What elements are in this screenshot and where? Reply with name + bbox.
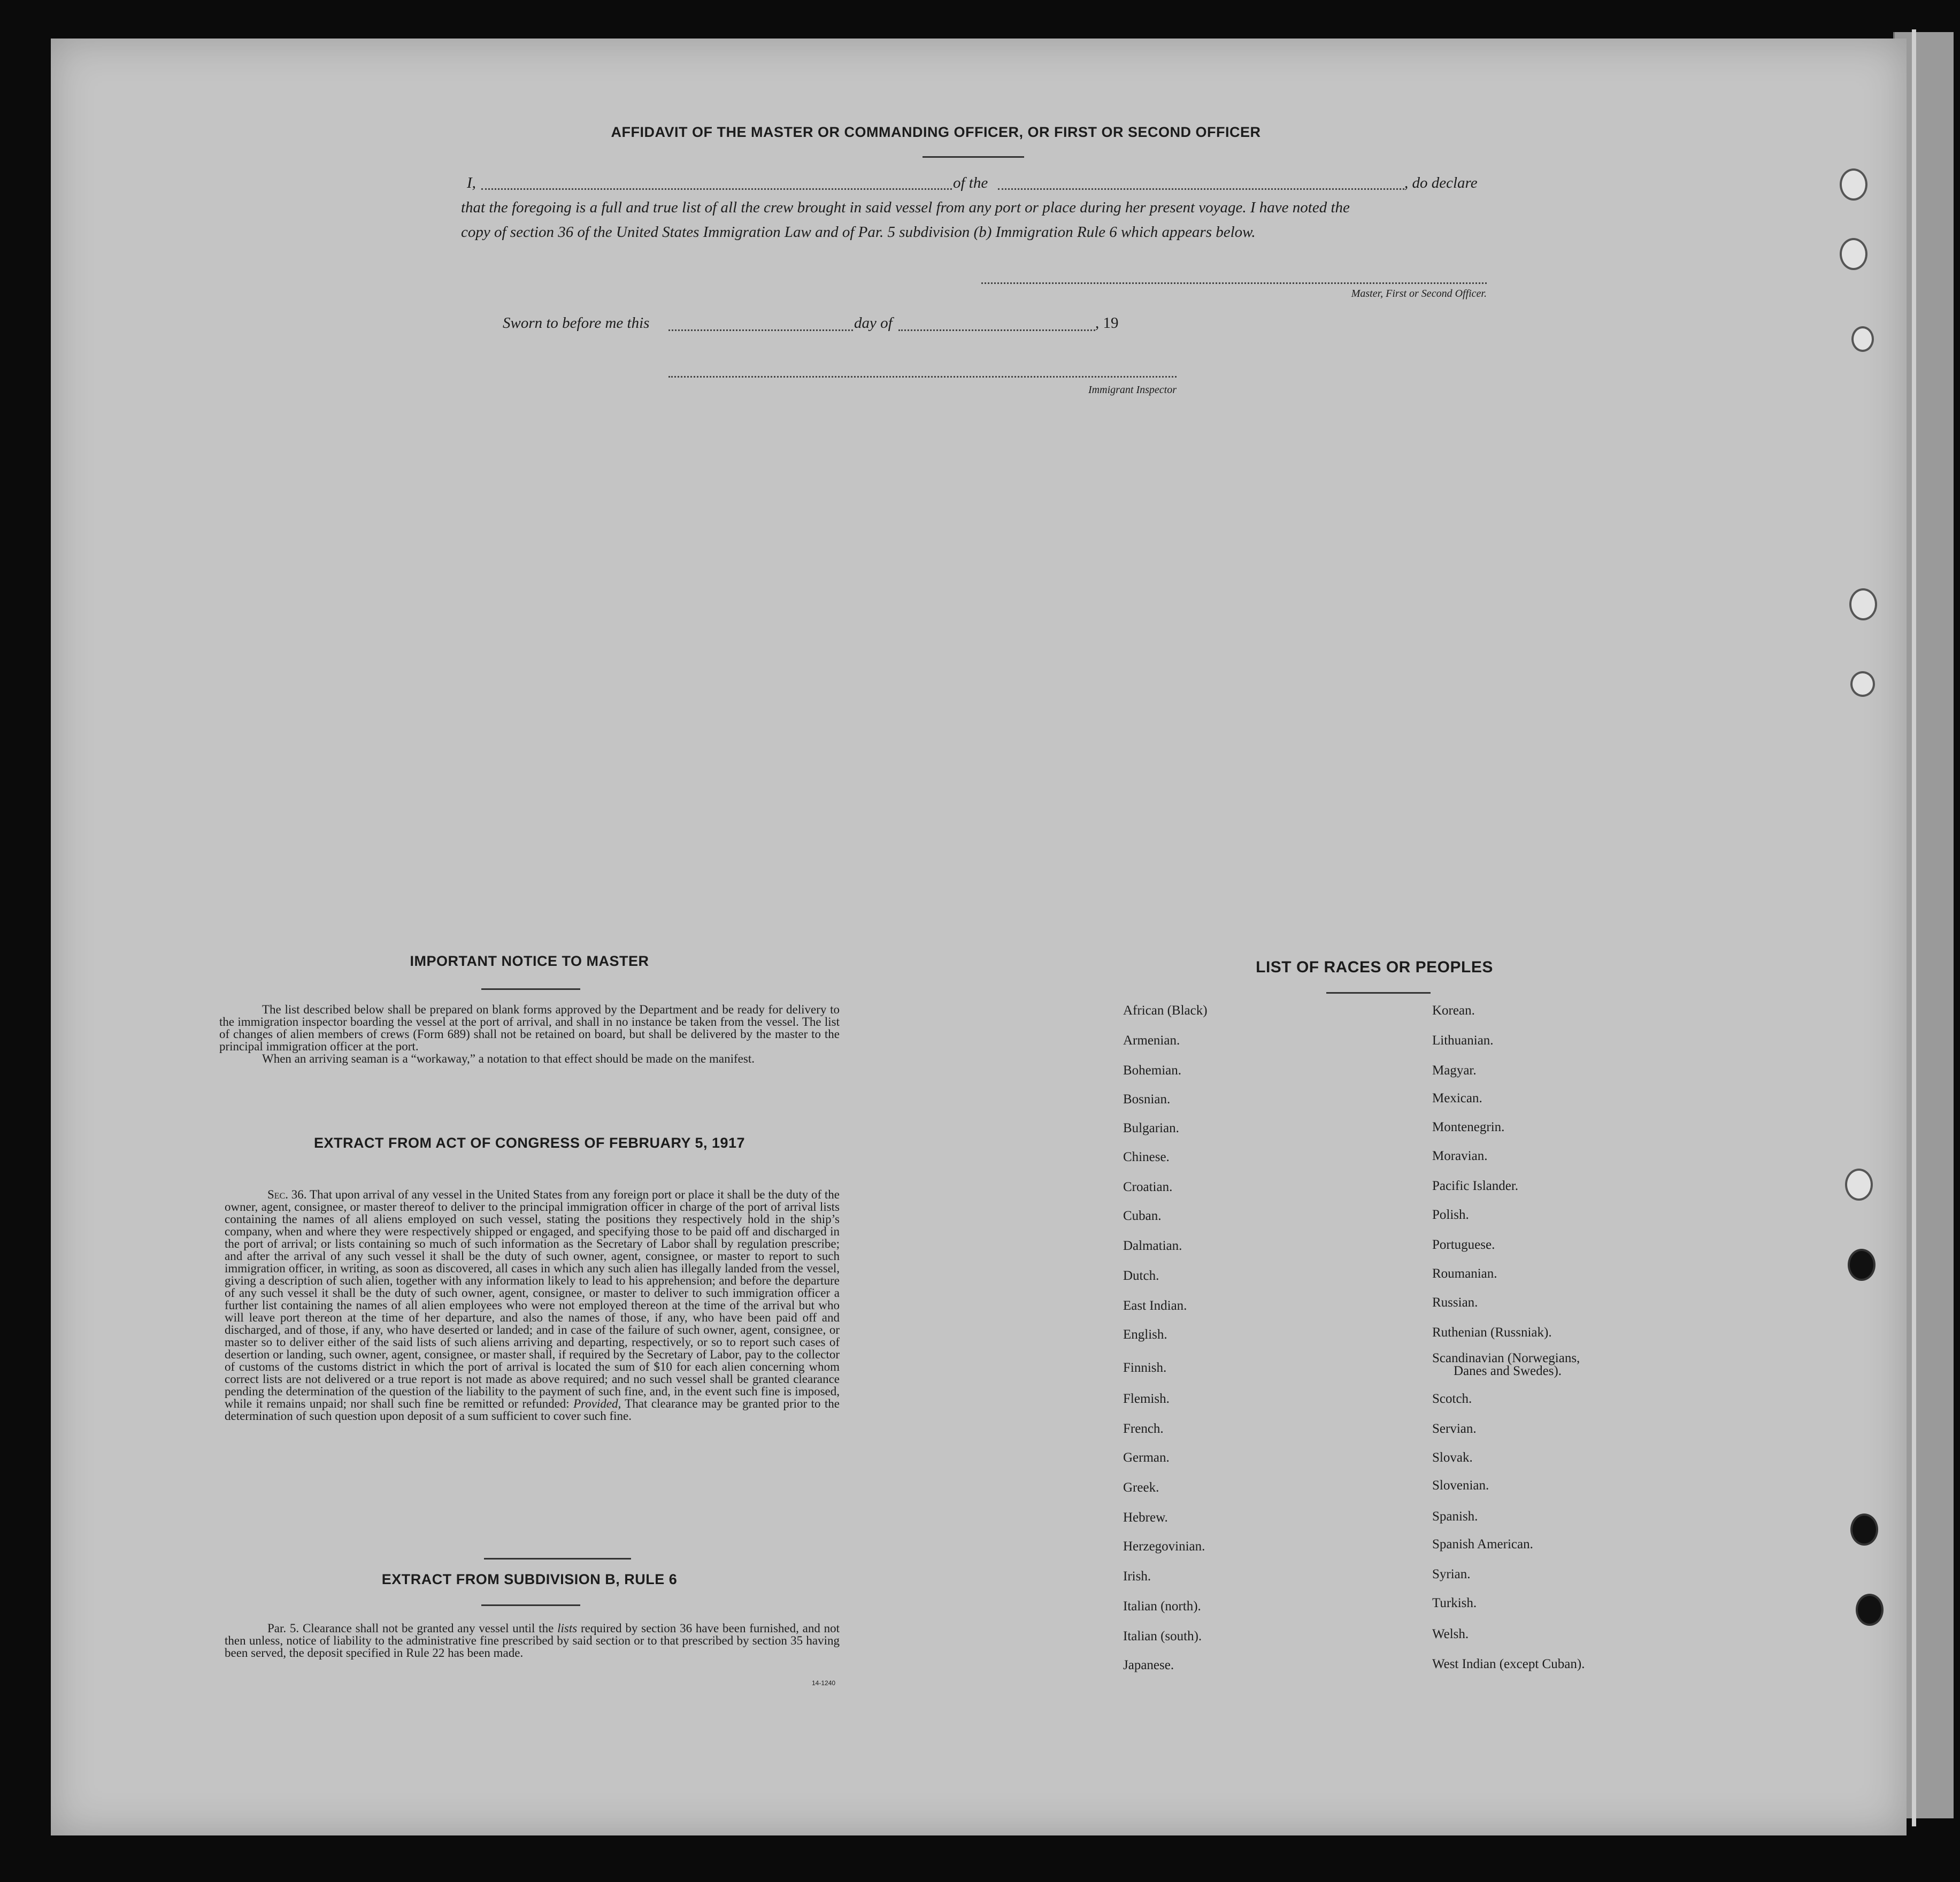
race-item: Scandinavian (Norwegians, bbox=[1432, 1351, 1580, 1365]
rule-text-a: Par. 5. Clearance shall not be granted any vessel until the bbox=[267, 1622, 554, 1635]
race-item: Turkish. bbox=[1432, 1596, 1477, 1610]
race-item: Slovak. bbox=[1432, 1450, 1473, 1465]
affidavit-line-3: copy of section 36 of the United States Immigration Law and of Par. 5 subdivision (b) Immigration Rule 6 which appears below. bbox=[461, 224, 1256, 241]
race-item: Dutch. bbox=[1123, 1269, 1159, 1283]
punch-hole bbox=[1850, 671, 1875, 697]
notice-rule bbox=[481, 988, 580, 990]
race-item: Bohemian. bbox=[1123, 1063, 1182, 1078]
race-item: German. bbox=[1123, 1450, 1170, 1465]
punch-hole bbox=[1856, 1594, 1884, 1626]
section-text: That upon arrival of any vessel in the United States from any foreign port or place it shall be the duty of the owner, agent, consignee, or master thereof to deliver to the principal immigration officer in charge of the port of arrival lists containing the names of all aliens employed on such vessel, stating the positions they respectively hold in the ship’s company, when and where they were respectively shipped or engaged, and specifying those to be paid off and discharged in the port of arrival; or lists containing so much of such information as the Secretary of Labor shall by regulation prescribe; and after the arrival of any such vessel it shall be the duty of such owner, agent, consignee, or master to report to such immigration officer, in writing, as soon as discovered, all cases in which any such alien has illegally landed from the vessel, giving a description of such alien, together with any information likely to lead to his apprehension; and before the departure of any such vessel it shall be the duty of such owner, agent, consignee, or master to deliver to such immigration officer a further list containing the names of all alien employees who were not employed thereon at the time of the arrival but who will leave port thereon at the time of her departure, and also the names of those, if any, who have been paid off and discharged, and of those, if any, who have deserted or landed; and in case of the failure of such owner, agent, consignee, or master so to deliver either of the said lists of such aliens arriving and departing, respectively, or so to report such cases of desertion or landing, such owner, agent, consignee, or master shall, if required by the Secretary of Labor, pay to the collector of customs of the customs district in which the port of arrival is located the sum of $10 for each alien concerning whom correct lists are not delivered or a true report is not made as above required; and no such vessel shall be granted clearance pending the determination of the question of the liability to the payment of such fine, and, in the event such fine is imposed, while it remains unpaid; nor shall such fine be remitted or refunded: bbox=[225, 1188, 840, 1410]
race-item: Danes and Swedes). bbox=[1454, 1364, 1562, 1378]
race-item: Korean. bbox=[1432, 1003, 1475, 1018]
race-item: Scotch. bbox=[1432, 1392, 1472, 1406]
race-item: Russian. bbox=[1432, 1295, 1478, 1310]
rule-extract-body bbox=[225, 1622, 840, 1659]
section-label: Sec. 36. bbox=[267, 1188, 307, 1201]
races-title: LIST OF RACES OR PEOPLES bbox=[1256, 958, 1493, 976]
race-item: Slovenian. bbox=[1432, 1478, 1489, 1493]
race-item: Bosnian. bbox=[1123, 1092, 1171, 1107]
races-left-column bbox=[1123, 0, 1423, 1882]
race-item: Hebrew. bbox=[1123, 1510, 1168, 1525]
race-item: Armenian. bbox=[1123, 1033, 1180, 1048]
race-item: Ruthenian (Russniak). bbox=[1432, 1325, 1552, 1340]
sworn-month-blank[interactable] bbox=[898, 329, 1095, 331]
race-item: Croatian. bbox=[1123, 1180, 1173, 1194]
notice-paragraph: The list described below shall be prepared on blank forms approved by the Department and be ready for delivery to the immigration inspector boarding the vessel at the port of arrival, and shall in no instance be taken from the vessel. The list of changes of alien members of crews (Form 689) shall not be retained on board, but shall be delivered by the master to the principal immigration officer at the port. bbox=[219, 1003, 840, 1053]
lists-word: lists bbox=[557, 1622, 578, 1635]
affidavit-of-the: of the bbox=[953, 174, 988, 191]
page-edge bbox=[1912, 29, 1916, 1826]
race-item: Portuguese. bbox=[1432, 1238, 1495, 1252]
race-item: East Indian. bbox=[1123, 1299, 1187, 1313]
affidavit-declare: , do declare bbox=[1404, 174, 1478, 191]
punch-hole bbox=[1840, 168, 1867, 201]
races-right-column bbox=[1432, 0, 1732, 1882]
form-number: 14-1240 bbox=[812, 1679, 836, 1687]
race-item: Syrian. bbox=[1432, 1567, 1471, 1581]
act-rule bbox=[484, 1558, 631, 1560]
sworn-prefix: Sworn to before me this bbox=[503, 314, 650, 332]
race-item: Greek. bbox=[1123, 1480, 1159, 1495]
master-signature-label: Master, First or Second Officer. bbox=[1351, 288, 1487, 299]
affidavit-title: AFFIDAVIT OF THE MASTER OR COMMANDING OFFICER, OR FIRST OR SECOND OFFICER bbox=[611, 124, 1261, 140]
rule-extract-rule bbox=[481, 1604, 580, 1606]
sworn-day-blank[interactable] bbox=[668, 329, 853, 331]
act-extract-title: EXTRACT FROM ACT OF CONGRESS OF FEBRUARY 5, 1917 bbox=[313, 1135, 745, 1151]
rule-text-b: required by section 36 have been furnished, and not then unless, notice of liability to the administrative fine prescribed by said section or to that prescribed by section 35 having been served, the deposit specified in Rule 22 has been made. bbox=[225, 1622, 840, 1660]
race-item: West Indian (except Cuban). bbox=[1432, 1657, 1585, 1671]
punch-hole bbox=[1840, 238, 1867, 270]
rule-extract-title: EXTRACT FROM SUBDIVISION B, RULE 6 bbox=[381, 1571, 678, 1587]
punch-hole bbox=[1850, 1514, 1878, 1546]
race-item: Finnish. bbox=[1123, 1361, 1167, 1375]
race-item: Herzegovinian. bbox=[1123, 1539, 1205, 1554]
race-item: Italian (north). bbox=[1123, 1599, 1201, 1614]
race-item: Magyar. bbox=[1432, 1063, 1477, 1078]
affidavit-line-2: that the foregoing is a full and true list of all the crew brought in said vessel from any port or place during her present voyage. I have noted the bbox=[461, 199, 1350, 216]
act-extract-body bbox=[225, 1188, 840, 1422]
race-item: Irish. bbox=[1123, 1569, 1151, 1584]
notice-title: IMPORTANT NOTICE TO MASTER bbox=[410, 953, 649, 969]
race-item: African (Black) bbox=[1123, 1003, 1208, 1018]
race-item: Roumanian. bbox=[1432, 1266, 1497, 1281]
race-item: Bulgarian. bbox=[1123, 1121, 1179, 1135]
punch-hole bbox=[1848, 1249, 1876, 1281]
section-text-end: That clearance may be granted prior to the determination of such question upon deposit of a sum sufficient to cover such fine. bbox=[225, 1397, 840, 1423]
race-item: French. bbox=[1123, 1422, 1164, 1436]
sworn-year: , 19 bbox=[1095, 314, 1119, 332]
race-item: Spanish American. bbox=[1432, 1537, 1533, 1551]
race-item: Spanish. bbox=[1432, 1509, 1478, 1524]
race-item: Pacific Islander. bbox=[1432, 1179, 1519, 1193]
title-rule bbox=[923, 156, 1024, 158]
notice-paragraph: When an arriving seaman is a “workaway,” a notation to that effect should be made on the manifest. bbox=[262, 1052, 755, 1065]
race-item: Lithuanian. bbox=[1432, 1033, 1494, 1048]
affidavit-i: I, bbox=[467, 174, 476, 191]
notice-body bbox=[219, 1003, 840, 1065]
race-item: Italian (south). bbox=[1123, 1629, 1202, 1643]
race-item: Moravian. bbox=[1432, 1149, 1488, 1163]
sworn-day-of: day of bbox=[854, 314, 893, 332]
punch-hole bbox=[1845, 1169, 1873, 1201]
race-item: Dalmatian. bbox=[1123, 1239, 1182, 1253]
race-item: Mexican. bbox=[1432, 1091, 1482, 1105]
race-item: English. bbox=[1123, 1327, 1167, 1342]
race-item: Polish. bbox=[1432, 1208, 1469, 1222]
punch-hole bbox=[1851, 326, 1874, 352]
race-item: Montenegrin. bbox=[1432, 1120, 1505, 1134]
inspector-signature-line[interactable] bbox=[668, 376, 1177, 378]
race-item: Chinese. bbox=[1123, 1150, 1170, 1164]
race-item: Servian. bbox=[1432, 1422, 1477, 1436]
race-item: Welsh. bbox=[1432, 1627, 1469, 1641]
race-item: Flemish. bbox=[1123, 1392, 1170, 1406]
race-item: Japanese. bbox=[1123, 1658, 1174, 1672]
name-blank[interactable] bbox=[481, 188, 952, 190]
provided-word: Provided, bbox=[573, 1397, 621, 1410]
punch-hole bbox=[1849, 588, 1877, 620]
race-item: Cuban. bbox=[1123, 1209, 1162, 1223]
inspector-label: Immigrant Inspector bbox=[1088, 384, 1177, 396]
